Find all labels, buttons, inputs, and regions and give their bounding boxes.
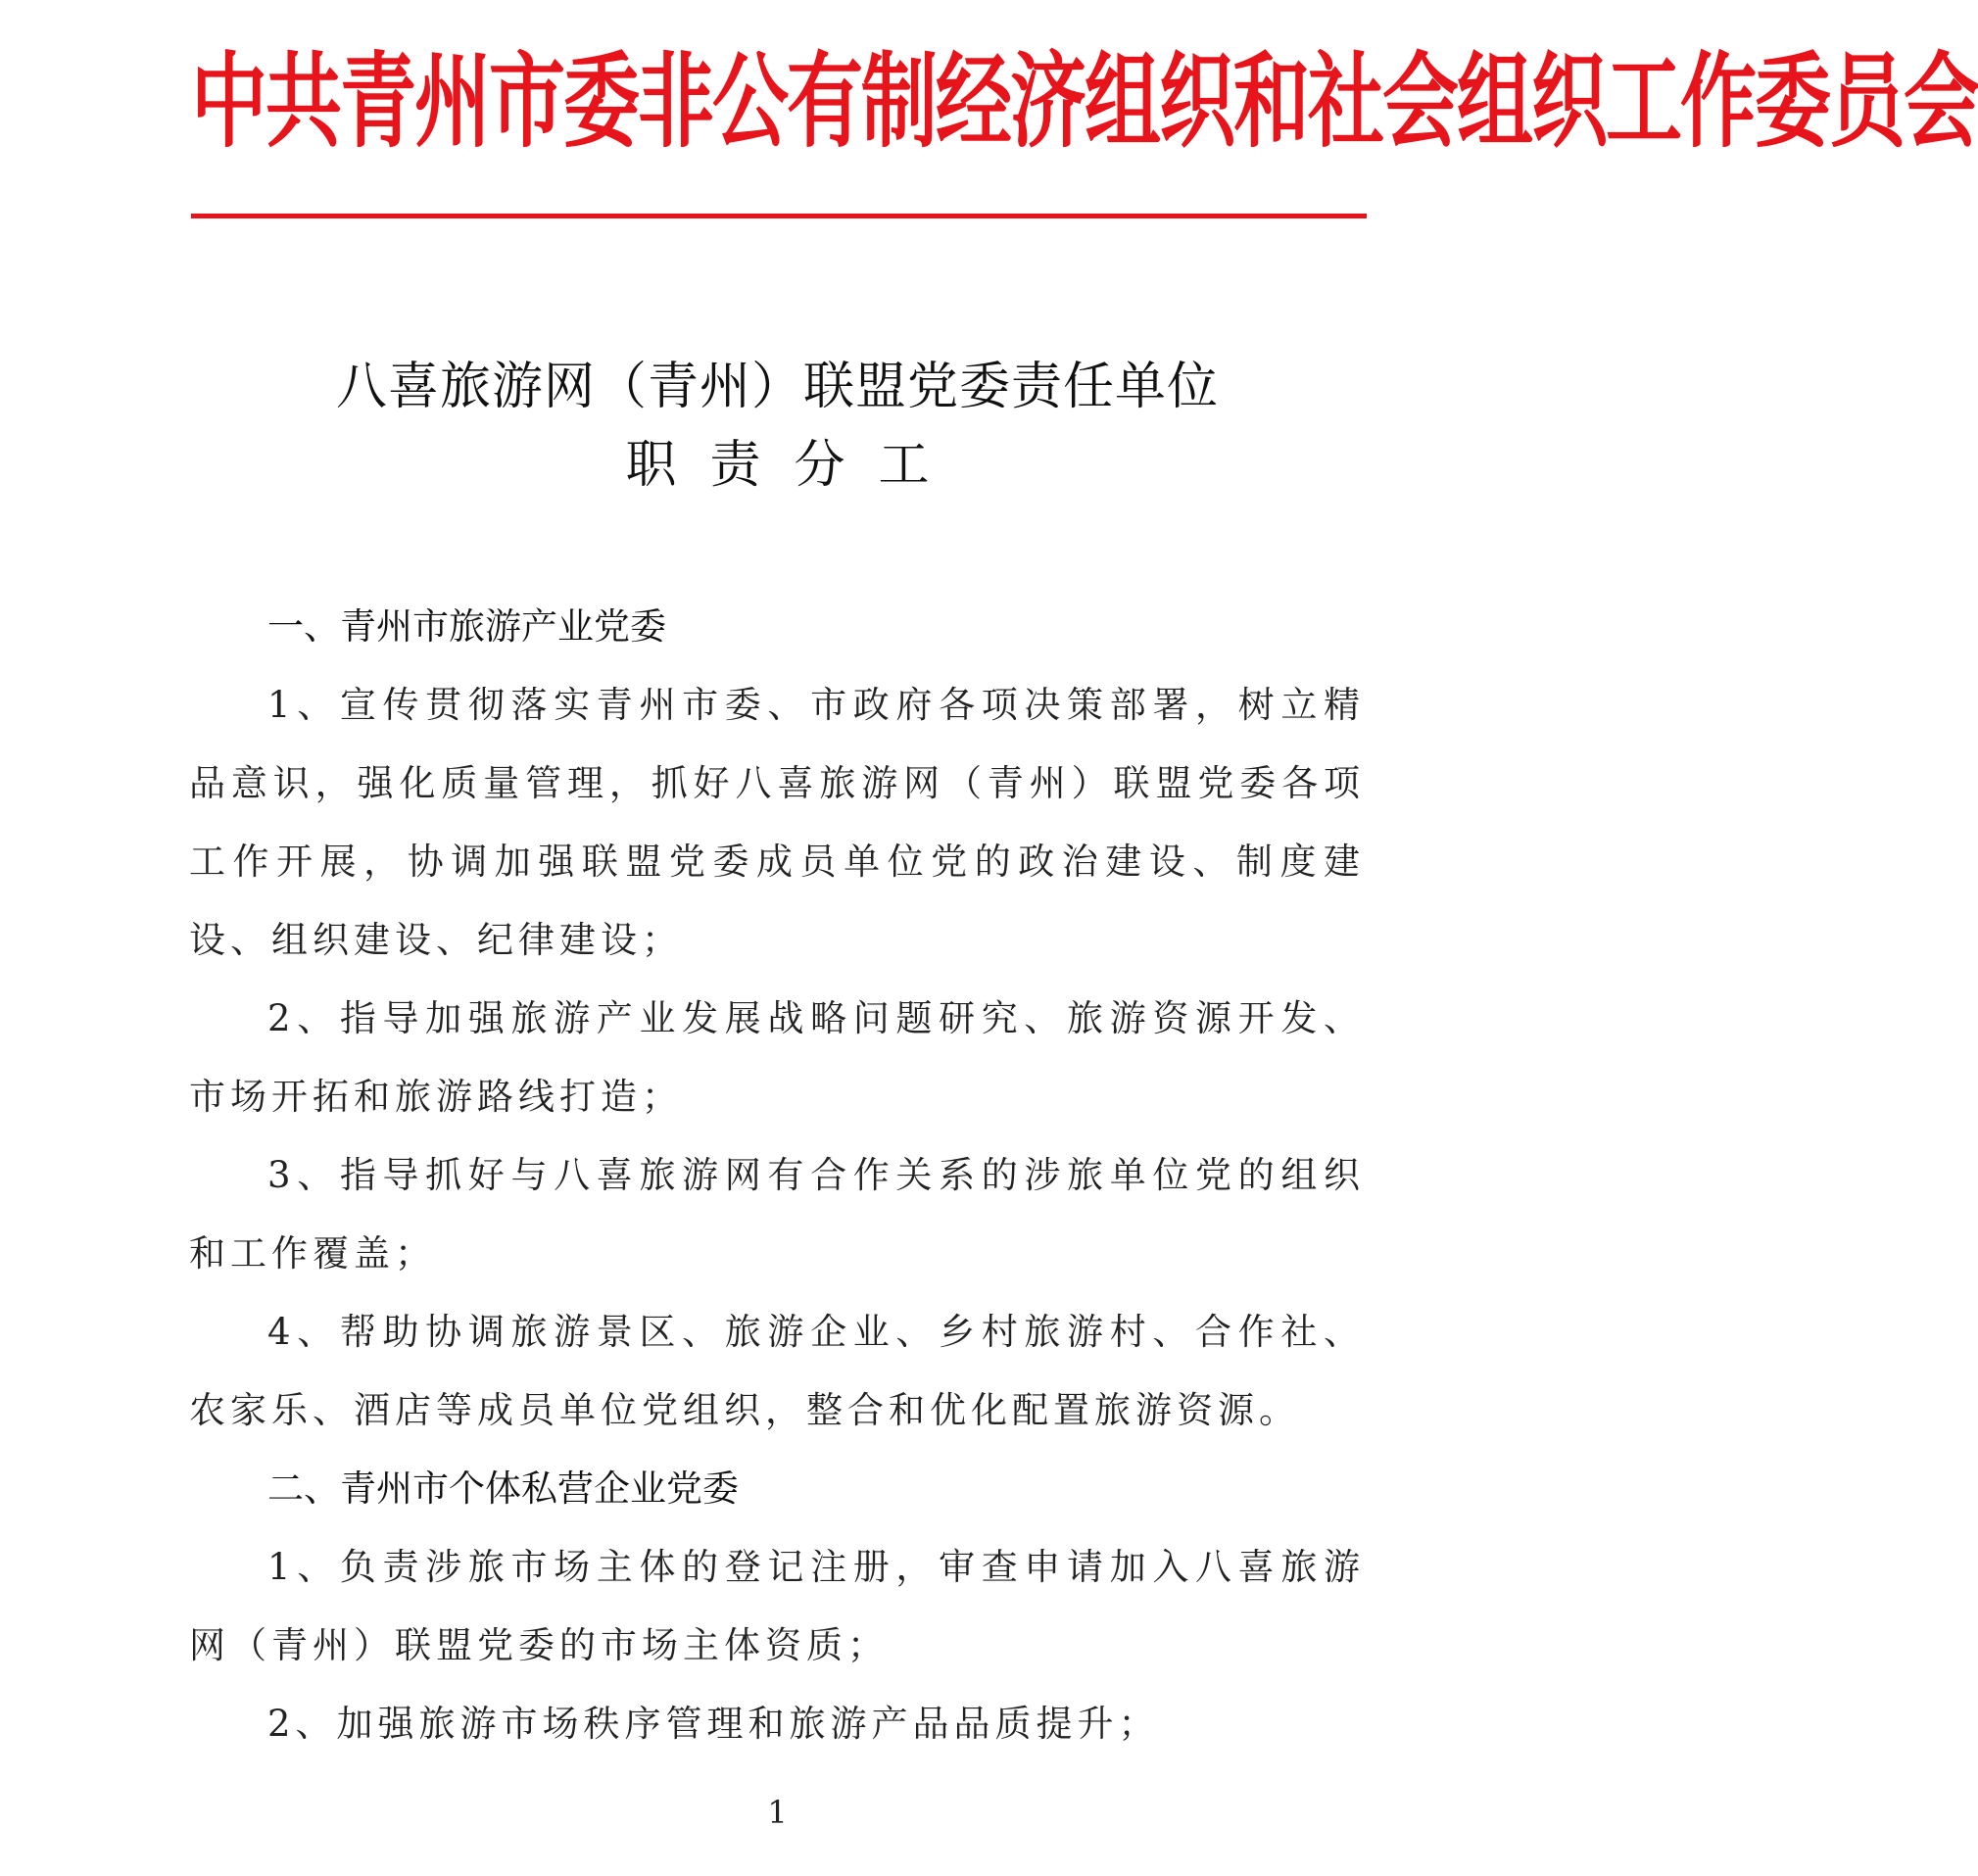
section-heading: 一、青州市旅游产业党委 — [267, 605, 666, 648]
document-body — [189, 588, 1365, 1763]
paragraph: 1、宣传贯彻落实青州市委、市政府各项决策部署，树立精品意识，强化质量管理，抓好八喜旅游网（青州）联盟党委各项工作开展，协调加强联盟党委成员单位党的政治建设、制度建设、组织建设、纪律建设； — [189, 684, 1365, 961]
document-title-line2: 职责分工 — [625, 436, 963, 495]
paragraph: 1、负责涉旅市场主体的登记注册，审查申请加入八喜旅游网（青州）联盟党委的市场主体资质； — [189, 1546, 1365, 1666]
document-title — [0, 348, 1555, 505]
paragraph: 2、加强旅游市场秩序管理和旅游产品品质提升； — [267, 1703, 1160, 1745]
section-heading: 二、青州市个体私营企业党委 — [267, 1467, 739, 1510]
document-title-line1: 八喜旅游网（青州）联盟党委责任单位 — [335, 358, 1219, 416]
paragraph: 2、指导加强旅游产业发展战略问题研究、旅游资源开发、市场开拓和旅游路线打造； — [189, 997, 1365, 1118]
paragraph: 4、帮助协调旅游景区、旅游企业、乡村旅游村、合作社、农家乐、酒店等成员单位党组织，整合和优化配置旅游资源。 — [189, 1311, 1365, 1431]
letterhead — [191, 39, 1978, 206]
letterhead-title: 中共青州市委非公有制经济组织和社会组织工作委员会 — [191, 43, 1978, 163]
page-number: 1 — [767, 1794, 788, 1831]
paragraph: 3、指导抓好与八喜旅游网有合作关系的涉旅单位党的组织和工作覆盖； — [189, 1154, 1365, 1275]
letterhead-red-rule — [191, 214, 1367, 218]
